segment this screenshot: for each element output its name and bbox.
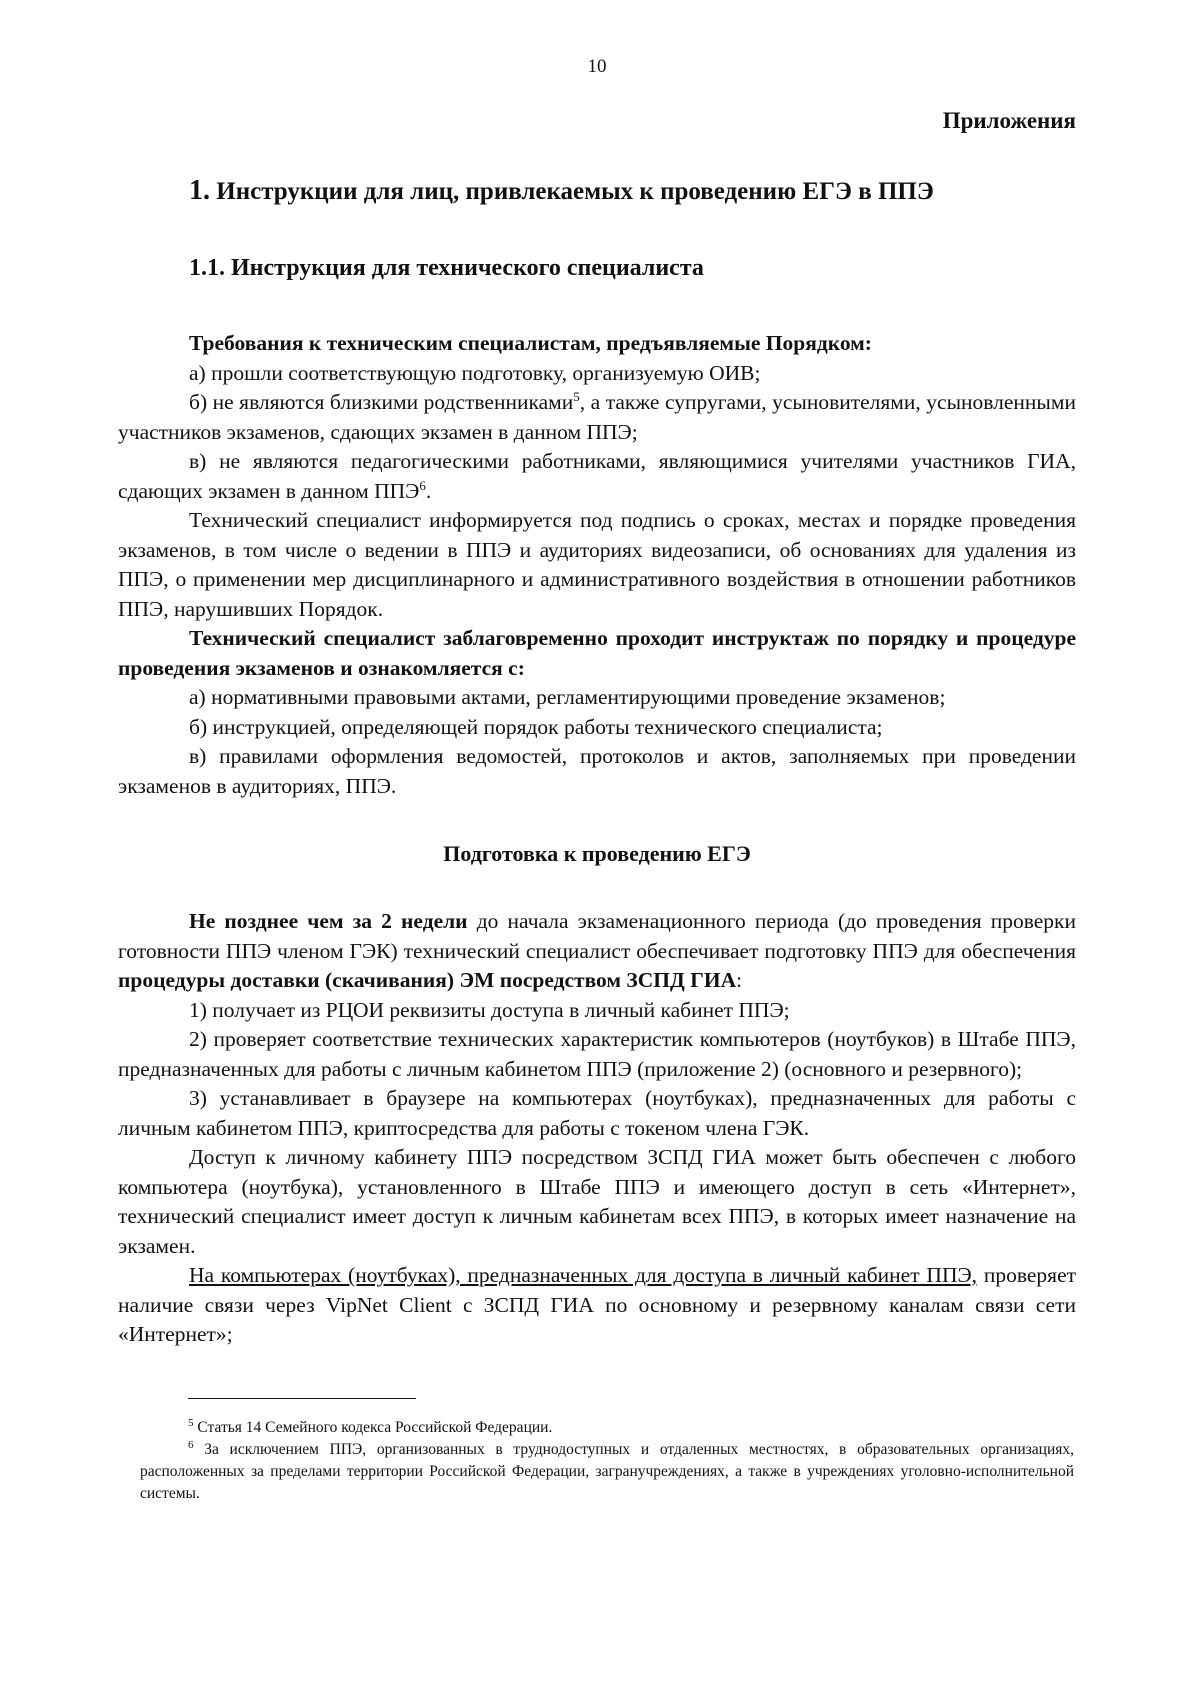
footnote-ref-5: 5 <box>573 389 580 404</box>
preparation-step-3: 3) устанавливает в браузере на компьютерах (ноутбуках), предназначенных для работы с личным кабинетом ППЭ, криптосредства для работы с токеном члена ГЭК. <box>118 1086 1076 1140</box>
briefing-item-b: б) инструкцией, определяющей порядок работы технического специалиста; <box>189 714 883 739</box>
requirement-item-a: а) прошли соответствующую подготовку, организуемую ОИВ; <box>189 360 761 385</box>
footnote-separator <box>188 1398 416 1399</box>
requirement-item-b-rest: , а также супругами, усыновителями, усыновленными участников экзаменов, сдающих экзамен в данном ППЭ; <box>118 390 1076 444</box>
informed-paragraph: Технический специалист информируется под подпись о сроках, местах и порядке проведения экзаменов, в том числе о ведении в ППЭ и аудиториях видеозаписи, об основаниях для удаления из ППЭ, о применении мер дисциплинарного и административного воздействия в отношении работников ППЭ, нарушивших Порядок. <box>118 508 1076 621</box>
briefing-item-a: а) нормативными правовыми актами, регламентирующими проведение экзаменов; <box>189 685 946 709</box>
requirements-title: Требования к техническим специалистам, предъявляемые Порядком: <box>189 331 872 355</box>
requirement-item-b <box>118 388 1076 447</box>
requirement-item-b-text: б) не являются близкими родственниками <box>189 390 574 414</box>
footnote-6-mark: 6 <box>188 1438 194 1451</box>
section-1-1-heading: 1.1. Инструкция для технического специалиста <box>189 255 704 281</box>
footnote-5 <box>140 1417 1074 1439</box>
connection-check-paragraph <box>118 1261 1076 1350</box>
section-1-number: 1. <box>189 175 210 206</box>
preparation-intro-text: до начала экзаменационного периода (до проведения проверки готовности ППЭ членом ГЭК) технический специалист обеспечивает подготовку ППЭ для обеспечения <box>118 909 1076 963</box>
section-1-heading <box>189 174 1076 209</box>
preparation-step-2: 2) проверяет соответствие технических характеристик компьютеров (ноутбуков) в Штабе ППЭ, предназначенных для работы с личным кабинетом ППЭ (приложение 2) (основного и резервного); <box>118 1027 1076 1081</box>
page-number: 10 <box>587 56 607 77</box>
footnote-6 <box>140 1439 1074 1505</box>
delivery-procedure-emphasis: процедуры доставки (скачивания) ЭМ посредством ЗСПД ГИА <box>118 968 737 992</box>
preparation-step-1: 1) получает из РЦОИ реквизиты доступа в личный кабинет ППЭ; <box>189 997 790 1022</box>
footnote-6-text: За исключением ППЭ, организованных в труднодоступных и отдаленных местностях, в образовательных организациях, расположенных за пределами территории Российской Федерации, загранучреждениях, а также в учреждениях уголовно-исполнительной системы. <box>140 1440 1074 1502</box>
connection-check-text: проверяет наличие связи через VipNet Client с ЗСПД ГИА по основному и резервному каналам связи сети «Интернет»; <box>118 1263 1077 1346</box>
preparation-heading: Подготовка к проведению ЕГЭ <box>443 841 751 866</box>
preparation-intro-end: : <box>736 968 743 992</box>
briefing-title: Технический специалист заблаговременно проходит инструктаж по порядку и процедуре проведения экзаменов и ознакомляется с: <box>118 626 1076 680</box>
deadline-emphasis: Не позднее чем за 2 недели <box>189 909 468 933</box>
requirement-item-c-text: в) не являются педагогическими работниками, являющимися учителями участников ГИА, сдающих экзамен в данном ППЭ <box>118 449 1076 503</box>
access-paragraph: Доступ к личному кабинету ППЭ посредством ЗСПД ГИА может быть обеспечен с любого компьютера (ноутбука), установленного в Штабе ППЭ и имеющего доступ в сеть «Интернет», технический специалист имеет доступ к личным кабинетам всех ППЭ, в которых имеет назначение на экзамен. <box>118 1145 1076 1258</box>
appendix-label: Приложения <box>942 108 1076 133</box>
footnote-5-mark: 5 <box>188 1416 194 1429</box>
footnote-ref-6: 6 <box>419 477 426 493</box>
footnote-5-text: Статья 14 Семейного кодекса Российской Федерации. <box>193 1418 553 1436</box>
requirement-item-c <box>118 447 1076 506</box>
connection-check-underlined: На компьютерах (ноутбуках), предназначенных для доступа в личный кабинет ППЭ, <box>189 1263 978 1287</box>
preparation-intro <box>118 907 1076 996</box>
requirement-item-c-rest: . <box>425 478 432 503</box>
footnotes <box>118 1417 1076 1505</box>
briefing-item-c: в) правилами оформления ведомостей, протоколов и актов, заполняемых при проведении экзаменов в аудиториях, ППЭ. <box>118 744 1076 798</box>
section-1-title: Инструкции для лиц, привлекаемых к проведению ЕГЭ в ППЭ <box>216 178 934 205</box>
